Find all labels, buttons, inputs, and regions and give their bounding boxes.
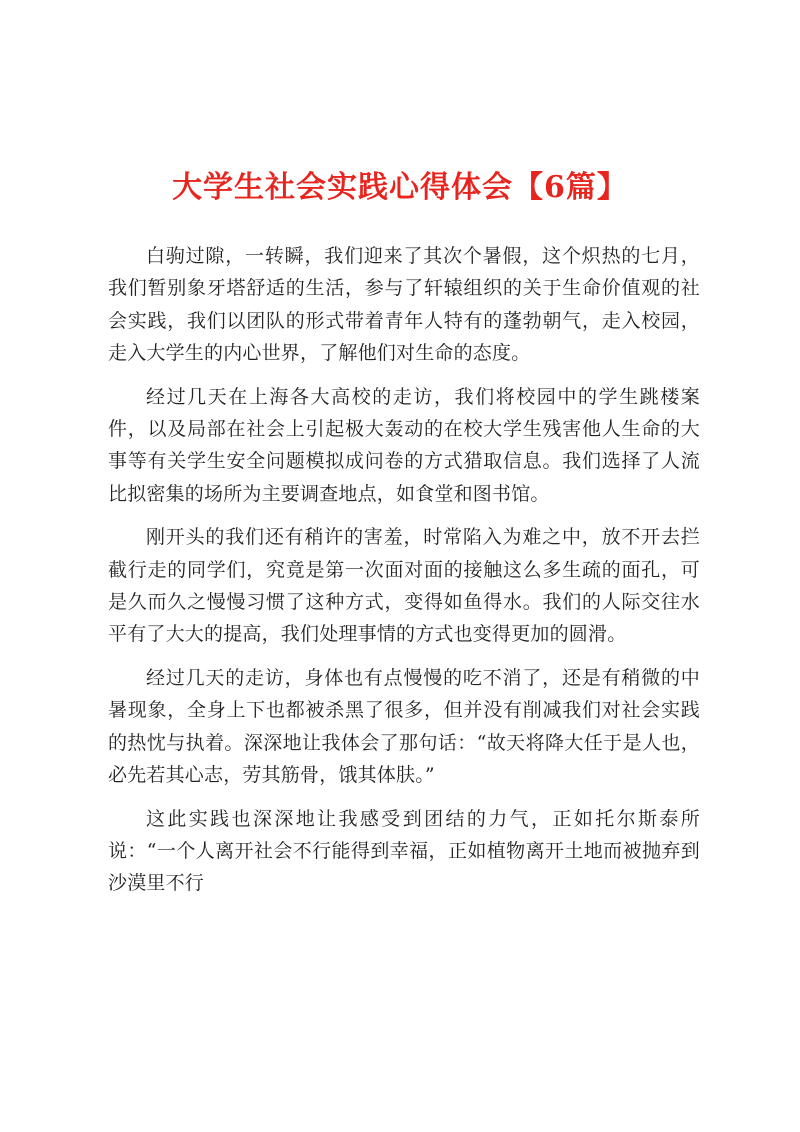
- paragraph-3: 刚开头的我们还有稍许的害羞，时常陷入为难之中，放不开去拦截行走的同学们，究竟是第一次面对面的接触这么多生疏的面孔，可是久而久之慢慢习惯了这种方式，变得如鱼得水。我们的人际交往水平有了大大的提高，我们处理事情的方式也变得更加的圆滑。: [108, 526, 700, 646]
- paragraph-2: 经过几天在上海各大高校的走访，我们将校园中的学生跳楼案件，以及局部在社会上引起极大轰动的在校大学生残害他人生命的大事等有关学生安全问题模拟成问卷的方式猎取信息。我们选择了人流比拟密集的场所为主要调查地点，如食堂和图书馆。: [108, 385, 700, 505]
- paragraph-5: 这此实践也深深地让我感受到团结的力气，正如托尔斯泰所说：“一个人离开社会不行能得到幸福，正如植物离开土地而被抛弃到沙漠里不行: [108, 807, 700, 895]
- paragraph-4: 经过几天的走访，身体也有点慢慢的吃不消了，还是有稍微的中暑现象，全身上下也都被杀黑了很多，但并没有削减我们对社会实践的热忱与执着。深深地让我体会了那句话：“故天将降大任于是人也，必先若其心志，劳其筋骨，饿其体肤。”: [108, 666, 700, 787]
- paragraph-1: 白驹过隙，一转瞬，我们迎来了其次个暑假，这个炽热的七月，我们暂别象牙塔舒适的生活，参与了轩辕组织的关于生命价值观的社会实践，我们以团队的形式带着青年人特有的蓬勃朝气，走入校园，走入大学生的内心世界，了解他们对生命的态度。: [108, 245, 700, 365]
- document-title: 大学生社会实践心得体会【6篇】: [172, 170, 628, 205]
- document-body: [108, 240, 700, 911]
